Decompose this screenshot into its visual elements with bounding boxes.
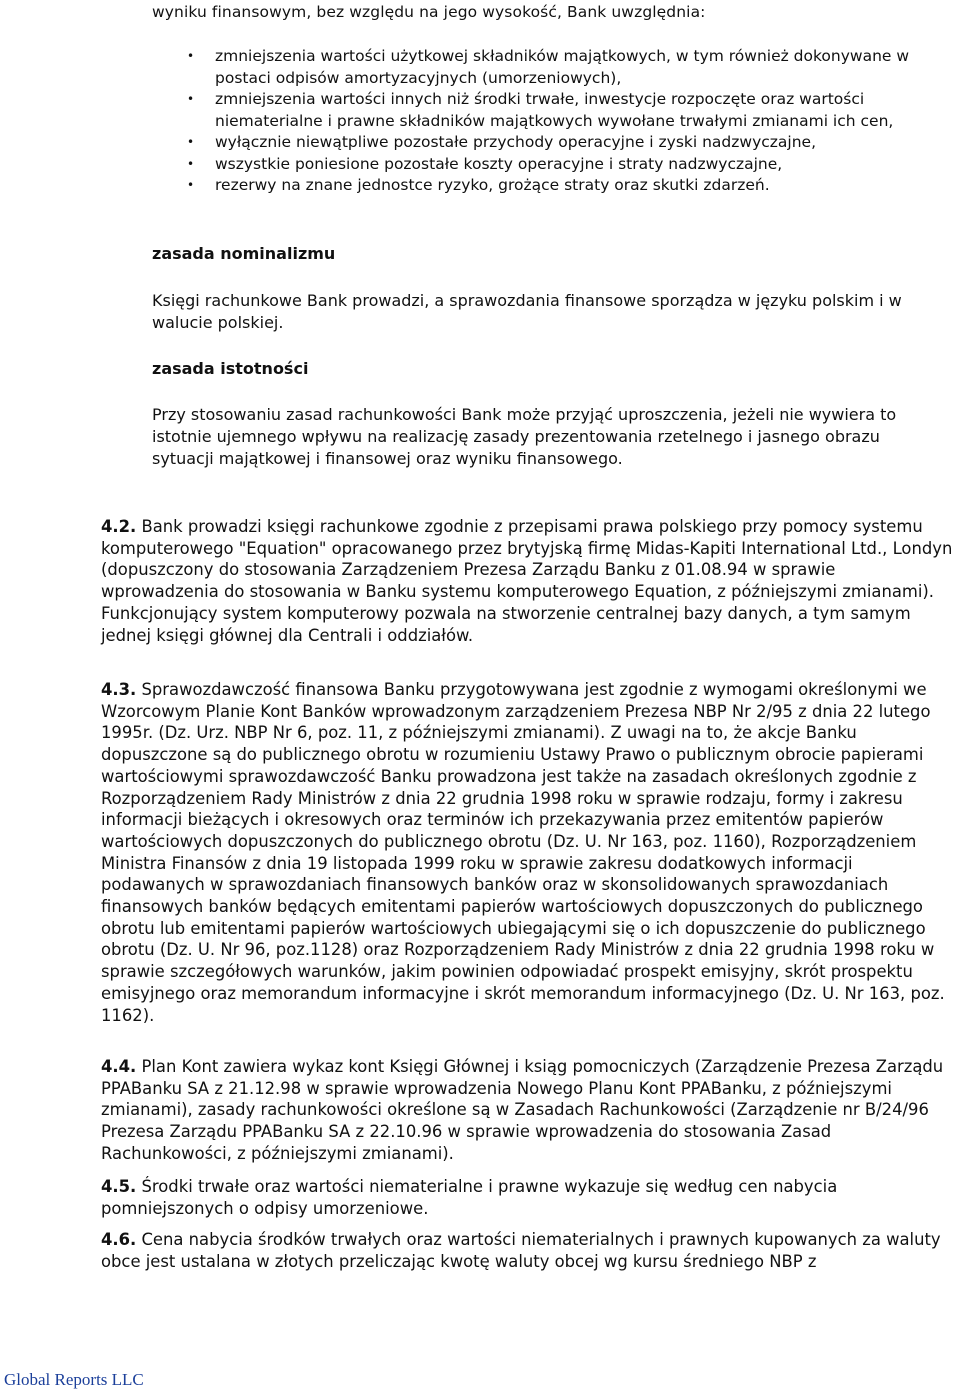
section-4-2 (101, 516, 953, 646)
list-item-text: wszystkie poniesione pozostałe koszty operacyjne i straty nadzwyczajne, (215, 154, 783, 173)
bullet-icon: • (187, 92, 195, 106)
section-4-3 (101, 679, 953, 1026)
section-text: Środki trwałe oraz wartości niematerialne i prawne wykazuje się według cen nabycia pomniejszonych o odpisy umorzeniowe. (101, 1177, 838, 1218)
section-4-4 (101, 1056, 953, 1165)
list-item (187, 175, 915, 197)
bullet-icon: • (187, 156, 195, 171)
list-item (187, 46, 915, 89)
section-number: 4.5. (101, 1177, 137, 1196)
list-item-text: zmniejszenia wartości użytkowej składników majątkowych, w tym również dokonywane w postaci odpisów amortyzacyjnych (umorzeniowych), (215, 47, 910, 87)
footer-watermark: Global Reports LLC (4, 1370, 144, 1389)
list-item (187, 154, 915, 176)
section-number: 4.2. (101, 517, 137, 536)
intro-line: wyniku finansowym, bez względu na jego wysokość, Bank uwzględnia: (152, 3, 706, 21)
section-text: Cena nabycia środków trwałych oraz wartości niematerialnych i prawnych kupowanych za waluty obce jest ustalana w złotych przeliczając kwotę waluty obcej wg kursu średniego NBP z (101, 1230, 941, 1271)
bullet-icon: • (187, 135, 195, 149)
bullet-icon: • (187, 49, 195, 63)
list-item (187, 132, 915, 154)
list-item-text: wyłącznie niewątpliwe pozostałe przychody operacyjne i zyski nadzwyczajne, (215, 133, 817, 151)
list-item-text: zmniejszenia wartości innych niż środki trwałe, inwestycje rozpoczęte oraz wartości niematerialne i prawne składników majątkowych wywołane trwałymi zmianami ich cen, (215, 90, 894, 130)
bullet-icon: • (187, 178, 195, 192)
nominalism-heading: zasada nominalizmu (152, 244, 336, 263)
section-text: Sprawozdawczość finansowa Banku przygotowywana jest zgodnie z wymogami określonymi we Wzorcowym Planie Kont Banków wprowadzonym zarządzeniem Prezesa NBP Nr 2/95 z dnia 22 lutego 1995r. (Dz. Urz. NBP Nr 6, poz. 11, z późniejszymi zmianami). Z uwagi na to, że akcje Banku dopuszczone są do publicznego obrotu w rozumieniu Ustawy Prawo o publicznym obrocie papierami wartościowymi sprawozdawczość Banku prowadzona jest także na zasadach określonych zgodnie z Rozporządzeniem Rady Ministrów z dnia 22 grudnia 1998 roku w sprawie rodzaju, formy i zakresu informacji bieżących i okresowych oraz terminów ich przekazywania przez emitentów papierów wartościowych dopuszczonych do publicznego obrotu (Dz. U. Nr 163, poz. 1160), Rozporządzeniem Ministra Finansów z dnia 19 listopada 1999 roku w sprawie zakresu dodatkowych informacji podawanych w sprawozdaniach finansowych banków oraz w skonsolidowanych sprawozdaniach finansowych banków będących emitentami papierów wartościowych dopuszczonych do publicznego obrotu lub emitentami papierów wartościowych ubiegającymi się o ich dopuszczenie do publicznego obrotu (Dz. U. Nr 96, poz.1128) oraz Rozporządzeniem Rady Ministrów z dnia 22 grudnia 1998 roku w sprawie szczegółowych warunków, jakim powinien odpowiadać prospekt emisyjny, skrót prospektu emisyjnego oraz memorandum informacyjne i skrót memorandum informacyjnego (Dz. U. Nr 163, poz. 1162). (101, 680, 945, 1025)
section-4-6 (101, 1229, 953, 1272)
materiality-heading: zasada istotności (152, 359, 309, 378)
section-text: Plan Kont zawiera wykaz kont Księgi Głównej i ksiąg pomocniczych (Zarządzenie Prezesa Zarządu PPABanku SA z 21.12.98 w sprawie wprowadzenia Nowego Planu Kont PPABanku, z późniejszymi zmianami), zasady rachunkowości określone są w Zasadach Rachunkowości (Zarządzenie nr B/24/96 Prezesa Zarządu PPABanku SA z 22.10.96 w sprawie wprowadzenia do stosowania Zasad Rachunkowości, z późniejszymi zmianami). (101, 1057, 944, 1163)
materiality-paragraph: Przy stosowaniu zasad rachunkowości Bank może przyjąć uproszczenia, jeżeli nie wywiera to istotnie ujemnego wpływu na realizację zasady prezentowania rzetelnego i jasnego obrazu sytuacji majątkowej i finansowej oraz wyniku finansowego. (152, 405, 897, 468)
section-text: Bank prowadzi księgi rachunkowe zgodnie z przepisami prawa polskiego przy pomocy systemu komputerowego "Equation" opracowanego przez brytyjską firmę Midas-Kapiti International Ltd., Londyn (dopuszczony do stosowania Zarządzeniem Prezesa Zarządu Banku z 01.08.94 w sprawie wprowadzenia do stosowania w Banku systemu komputerowego Equation, z późniejszymi zmianami). Funkcjonujący system komputerowy pozwala na stworzenie centralnej bazy danych, a tym samym jednej księgi głównej dla Centrali i oddziałów. (101, 517, 953, 645)
section-number: 4.4. (101, 1057, 137, 1076)
section-4-5 (101, 1176, 953, 1219)
section-number: 4.3. (101, 680, 137, 699)
nominalism-paragraph: Księgi rachunkowe Bank prowadzi, a sprawozdania finansowe sporządza w języku polskim i w walucie polskiej. (152, 291, 902, 332)
section-number: 4.6. (101, 1230, 137, 1249)
list-item (187, 89, 915, 132)
bullet-list (187, 46, 915, 197)
list-item-text: rezerwy na znane jednostce ryzyko, grożące straty oraz skutki zdarzeń. (215, 176, 770, 194)
